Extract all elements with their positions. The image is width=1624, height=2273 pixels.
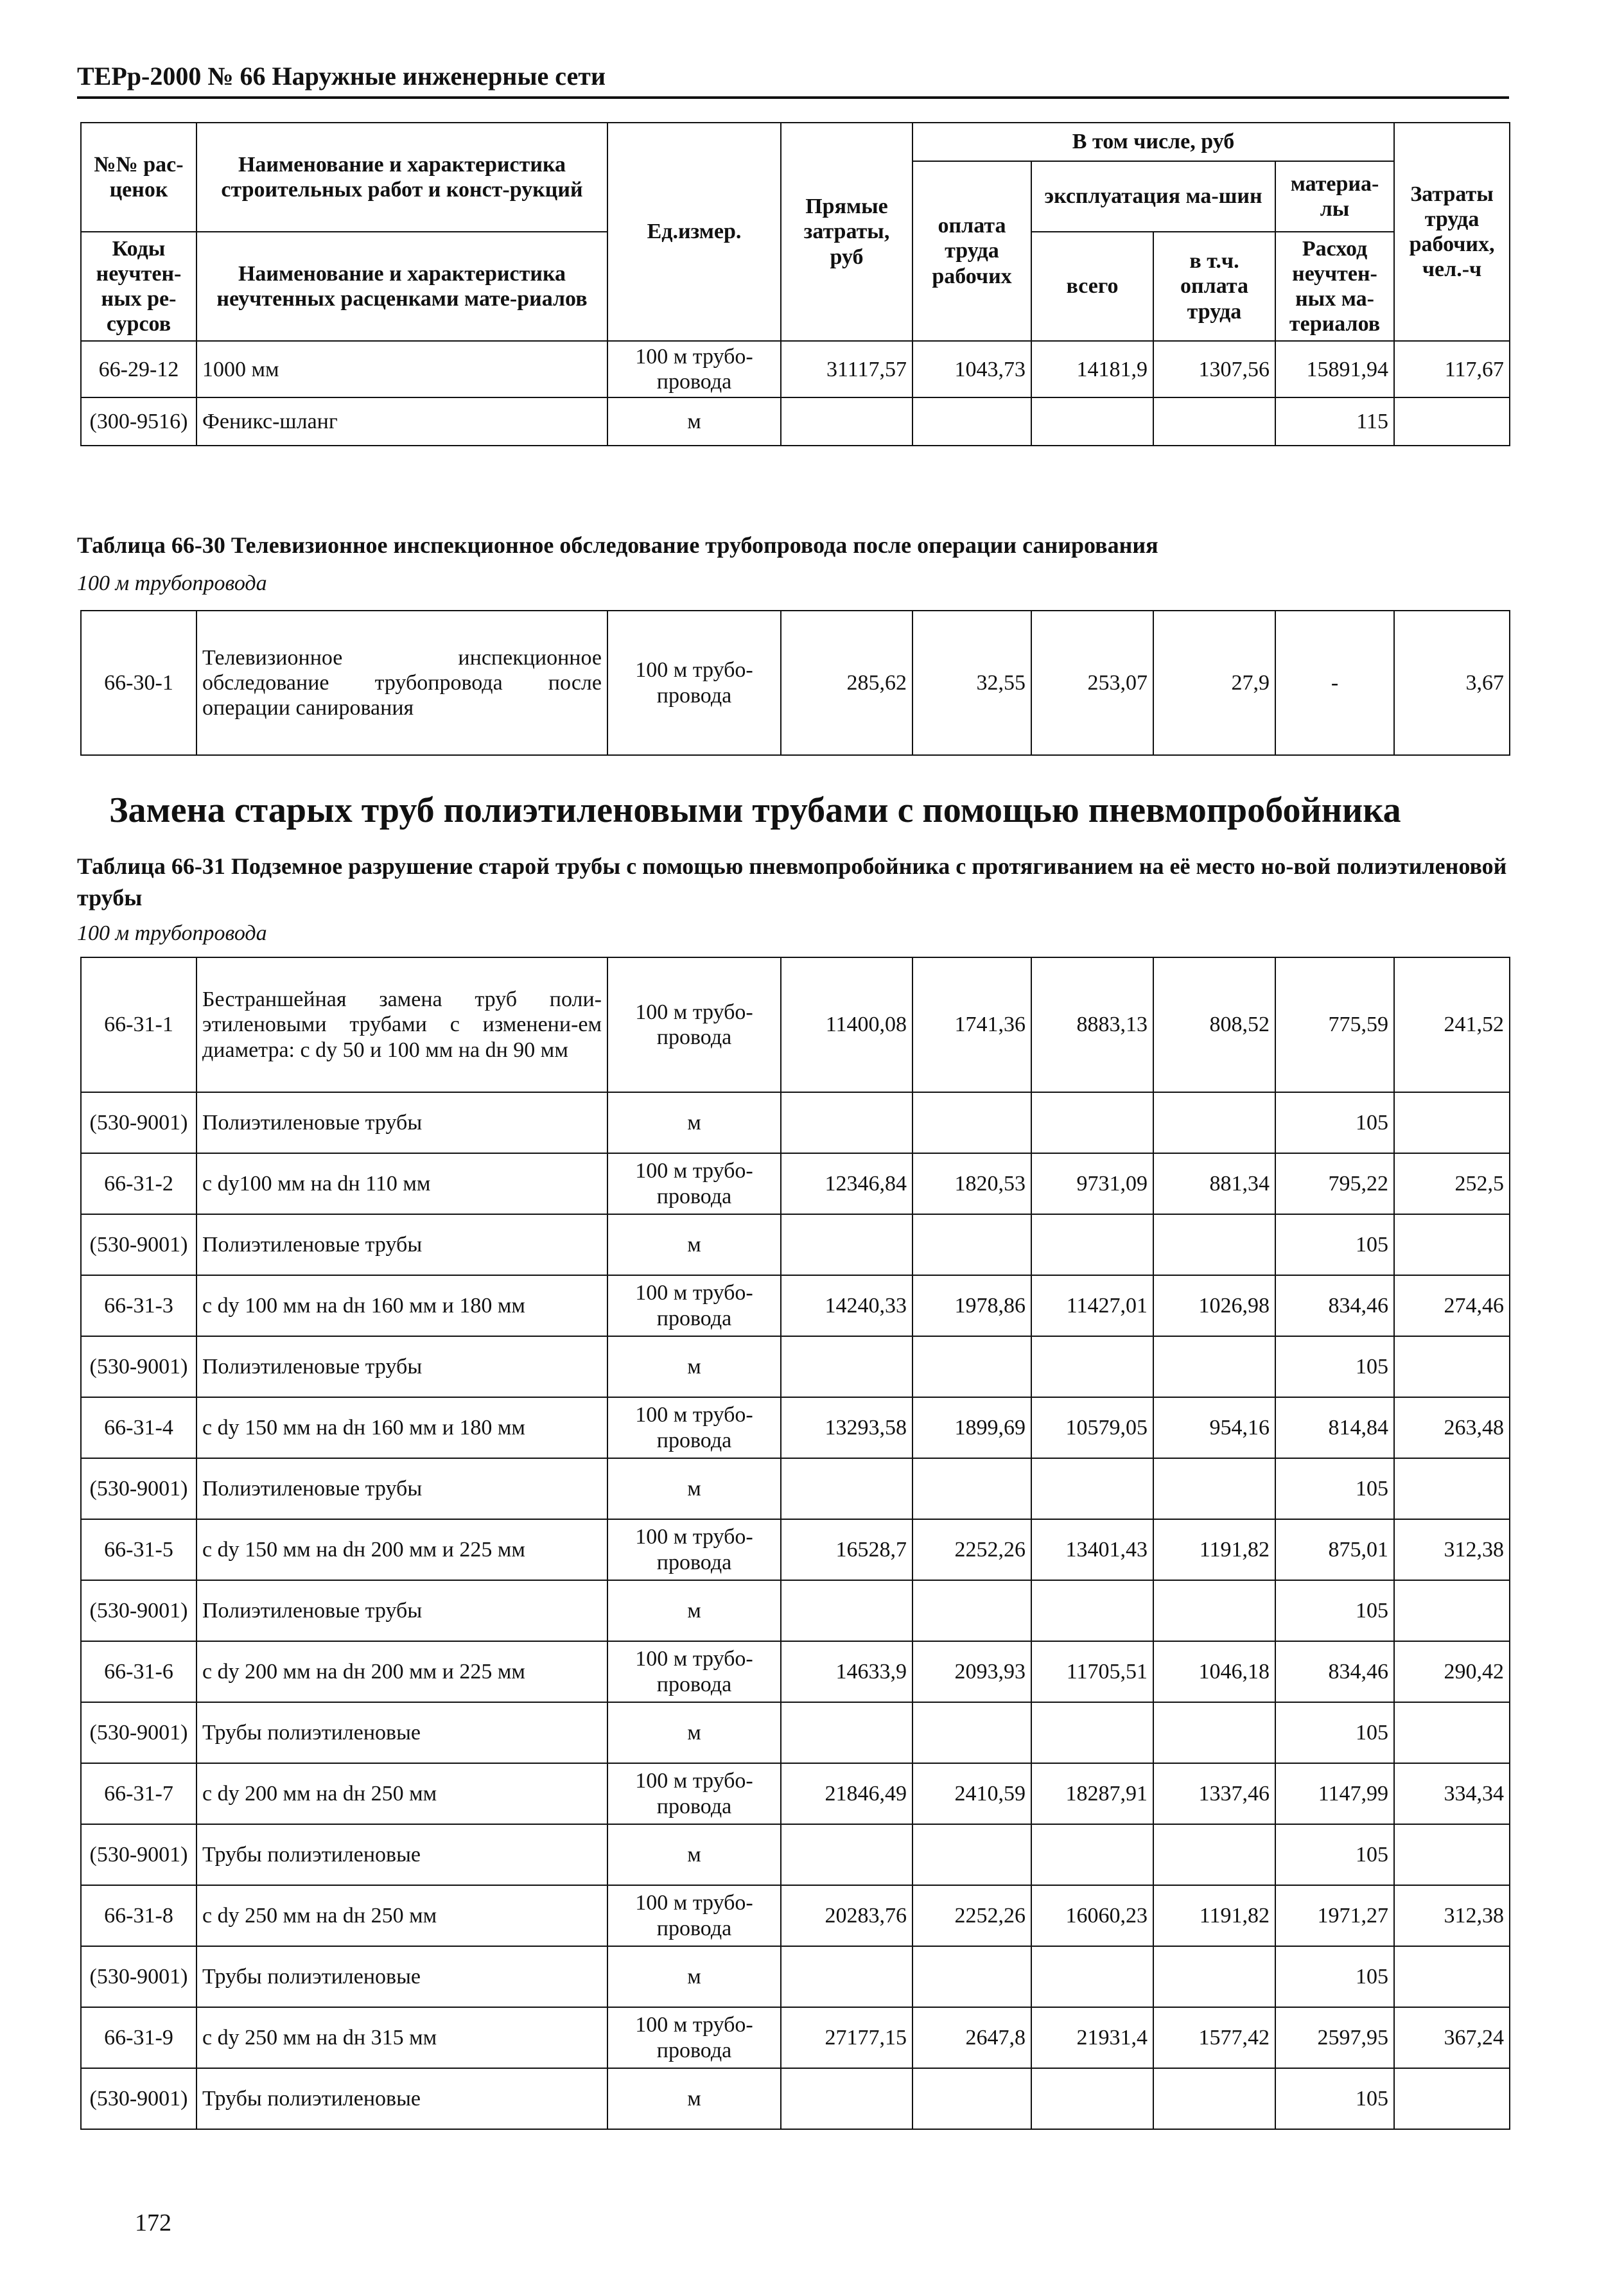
material-row xyxy=(81,1336,1510,1397)
empty-cell xyxy=(781,2068,912,2129)
empty-cell xyxy=(912,1458,1031,1519)
material-row xyxy=(81,1946,1510,2007)
rate-direct-cost: 14633,9 xyxy=(781,1641,912,1702)
empty-cell xyxy=(1394,2068,1510,2129)
rate-code: 66-31-1 xyxy=(81,957,196,1092)
material-row xyxy=(81,397,1510,446)
table-row xyxy=(81,1397,1510,1458)
material-consumption: 105 xyxy=(1275,1946,1394,2007)
material-unit: м xyxy=(607,1092,781,1153)
material-row xyxy=(81,1702,1510,1763)
material-consumption: 105 xyxy=(1275,1214,1394,1275)
material-code: (530-9001) xyxy=(81,1458,196,1519)
material-consumption: 105 xyxy=(1275,2068,1394,2129)
col-labor-cost-header: Затраты труда рабочих, чел.-ч xyxy=(1394,123,1510,341)
rate-code: 66-30-1 xyxy=(81,611,196,755)
rate-materials: 875,01 xyxy=(1275,1519,1394,1580)
empty-cell xyxy=(1153,1458,1275,1519)
rate-name: с dy 150 мм на dн 160 мм и 180 мм xyxy=(196,1397,607,1458)
material-code: (530-9001) xyxy=(81,1092,196,1153)
rate-name: с dy 200 мм на dн 250 мм xyxy=(196,1763,607,1824)
rate-machinery-labor: 1191,82 xyxy=(1153,1885,1275,1946)
material-name: Трубы полиэтиленовые xyxy=(196,1946,607,2007)
rate-machinery-total: 18287,91 xyxy=(1031,1763,1153,1824)
rate-labor-pay: 2252,26 xyxy=(912,1519,1031,1580)
empty-cell xyxy=(1394,1214,1510,1275)
rate-materials: 15891,94 xyxy=(1275,341,1394,397)
material-row xyxy=(81,1214,1510,1275)
rate-labor-pay: 1899,69 xyxy=(912,1397,1031,1458)
rate-labor-hours: 334,34 xyxy=(1394,1763,1510,1824)
rate-machinery-total: 21931,4 xyxy=(1031,2007,1153,2068)
empty-cell xyxy=(1153,1824,1275,1885)
empty-cell xyxy=(912,1214,1031,1275)
empty-cell xyxy=(1031,1580,1153,1641)
rate-code: 66-31-5 xyxy=(81,1519,196,1580)
material-unit: м xyxy=(607,1702,781,1763)
empty-cell xyxy=(1031,1214,1153,1275)
rate-labor-pay: 1043,73 xyxy=(912,341,1031,397)
rate-unit: 100 м трубо-провода xyxy=(607,1885,781,1946)
rate-unit: 100 м трубо-провода xyxy=(607,1641,781,1702)
header-rule xyxy=(77,96,1509,99)
rate-materials: 1971,27 xyxy=(1275,1885,1394,1946)
table-30-caption: Таблица 66-30 Телевизионное инспекционное обследование трубопровода после операции санирования xyxy=(77,532,1158,558)
rate-code: 66-31-7 xyxy=(81,1763,196,1824)
empty-cell xyxy=(1031,1946,1153,2007)
rate-name: Бестраншейная замена труб поли-этиленовыми трубами с изменени-ем диаметра: с dy 50 и 100 мм на dн 90 мм xyxy=(196,957,607,1092)
empty-cell xyxy=(781,1092,912,1153)
material-name: Полиэтиленовые трубы xyxy=(196,1336,607,1397)
rate-labor-pay: 1820,53 xyxy=(912,1153,1031,1214)
material-code: (530-9001) xyxy=(81,2068,196,2129)
table-66-31 xyxy=(80,957,1510,2130)
rate-machinery-total: 8883,13 xyxy=(1031,957,1153,1092)
empty-cell xyxy=(781,1580,912,1641)
material-name: Полиэтиленовые трубы xyxy=(196,1458,607,1519)
empty-cell xyxy=(1394,1092,1510,1153)
rate-name: с dy 250 мм на dн 315 мм xyxy=(196,2007,607,2068)
empty-cell xyxy=(781,1214,912,1275)
material-row xyxy=(81,1824,1510,1885)
rate-labor-hours: 3,67 xyxy=(1394,611,1510,755)
rates-header-table xyxy=(80,122,1510,446)
table-row xyxy=(81,1275,1510,1336)
rate-code: 66-31-2 xyxy=(81,1153,196,1214)
material-code: (530-9001) xyxy=(81,1702,196,1763)
rate-unit: 100 м трубо-провода xyxy=(607,1763,781,1824)
material-unit: м xyxy=(607,1580,781,1641)
rate-name: с dy 150 мм на dн 200 мм и 225 мм xyxy=(196,1519,607,1580)
material-code: (530-9001) xyxy=(81,1946,196,2007)
rate-name: с dy100 мм на dн 110 мм xyxy=(196,1153,607,1214)
rate-machinery-labor: 881,34 xyxy=(1153,1153,1275,1214)
material-row xyxy=(81,1580,1510,1641)
empty-cell xyxy=(1031,1336,1153,1397)
rate-unit: 100 м трубо-провода xyxy=(607,2007,781,2068)
material-consumption: 105 xyxy=(1275,1458,1394,1519)
table-row xyxy=(81,341,1510,397)
rate-labor-pay: 2093,93 xyxy=(912,1641,1031,1702)
table-31-unit-caption: 100 м трубопровода xyxy=(77,921,267,945)
material-name: Полиэтиленовые трубы xyxy=(196,1092,607,1153)
empty-cell xyxy=(1394,1702,1510,1763)
rate-machinery-total: 14181,9 xyxy=(1031,341,1153,397)
table-31-caption: Таблица 66-31 Подземное разрушение старой трубы с помощью пневмопробойника с протягиванием на её место но-вой полиэтиленовой трубы xyxy=(77,853,1507,910)
rate-unit: 100 м трубо-провода xyxy=(607,957,781,1092)
material-row xyxy=(81,1458,1510,1519)
material-name: Феникс-шланг xyxy=(196,397,607,446)
rate-direct-cost: 21846,49 xyxy=(781,1763,912,1824)
rate-labor-hours: 263,48 xyxy=(1394,1397,1510,1458)
col-unit-header: Ед.измер. xyxy=(607,123,781,341)
material-code: (530-9001) xyxy=(81,1824,196,1885)
rate-unit: 100 м трубо-провода xyxy=(607,341,781,397)
empty-cell xyxy=(781,1336,912,1397)
rate-machinery-labor: 27,9 xyxy=(1153,611,1275,755)
rate-materials: 1147,99 xyxy=(1275,1763,1394,1824)
rate-code: 66-31-4 xyxy=(81,1397,196,1458)
col-machinery-header: эксплуатация ма-шин xyxy=(1031,161,1275,232)
material-name: Полиэтиленовые трубы xyxy=(196,1214,607,1275)
table-row xyxy=(81,1519,1510,1580)
rate-name: с dy 250 мм на dн 250 мм xyxy=(196,1885,607,1946)
material-consumption: 105 xyxy=(1275,1702,1394,1763)
empty-cell xyxy=(1394,1336,1510,1397)
empty-cell xyxy=(912,1580,1031,1641)
empty-cell xyxy=(1394,1458,1510,1519)
empty-cell xyxy=(781,1702,912,1763)
rate-name: 1000 мм xyxy=(196,341,607,397)
empty-cell xyxy=(912,1702,1031,1763)
col-codes-header: Коды неучтен-ных ре-сурсов xyxy=(81,232,196,341)
rate-unit: 100 м трубо-провода xyxy=(607,1519,781,1580)
rate-labor-pay: 32,55 xyxy=(912,611,1031,755)
rate-labor-pay: 1978,86 xyxy=(912,1275,1031,1336)
material-unit: м xyxy=(607,1336,781,1397)
material-unit: м xyxy=(607,2068,781,2129)
rate-machinery-total: 11705,51 xyxy=(1031,1641,1153,1702)
rate-machinery-labor: 808,52 xyxy=(1153,957,1275,1092)
rate-name: с dy 200 мм на dн 200 мм и 225 мм xyxy=(196,1641,607,1702)
material-name: Трубы полиэтиленовые xyxy=(196,1702,607,1763)
rate-code: 66-31-3 xyxy=(81,1275,196,1336)
empty-cell xyxy=(1031,1092,1153,1153)
material-code: (530-9001) xyxy=(81,1580,196,1641)
rate-labor-hours: 252,5 xyxy=(1394,1153,1510,1214)
material-consumption: 105 xyxy=(1275,1580,1394,1641)
empty-cell xyxy=(912,1824,1031,1885)
rate-name: Телевизионное инспекционное обследование трубопровода после операции санирования xyxy=(196,611,607,755)
rate-direct-cost: 31117,57 xyxy=(781,341,912,397)
material-name: Трубы полиэтиленовые xyxy=(196,1824,607,1885)
material-consumption: 105 xyxy=(1275,1336,1394,1397)
rate-labor-pay: 2647,8 xyxy=(912,2007,1031,2068)
col-name-header: Наименование и характеристика строительных работ и конст-рукций xyxy=(196,123,607,232)
rate-machinery-total: 11427,01 xyxy=(1031,1275,1153,1336)
rate-code: 66-31-9 xyxy=(81,2007,196,2068)
empty-cell xyxy=(1031,1458,1153,1519)
col-including-header: В том числе, руб xyxy=(912,123,1394,161)
material-code: (530-9001) xyxy=(81,1336,196,1397)
rate-labor-hours: 290,42 xyxy=(1394,1641,1510,1702)
material-row xyxy=(81,2068,1510,2129)
empty-cell xyxy=(912,1336,1031,1397)
empty-cell xyxy=(1153,1580,1275,1641)
material-unit: м xyxy=(607,1214,781,1275)
rate-materials: 814,84 xyxy=(1275,1397,1394,1458)
table-30-unit-caption: 100 м трубопровода xyxy=(77,571,267,595)
empty-cell xyxy=(912,1092,1031,1153)
empty-cell xyxy=(912,2068,1031,2129)
rate-direct-cost: 11400,08 xyxy=(781,957,912,1092)
rate-materials: - xyxy=(1275,611,1394,755)
rate-materials: 834,46 xyxy=(1275,1641,1394,1702)
rate-labor-hours: 274,46 xyxy=(1394,1275,1510,1336)
rate-machinery-total: 253,07 xyxy=(1031,611,1153,755)
col-materials-header: материа-лы xyxy=(1275,161,1394,232)
rate-machinery-labor: 1337,46 xyxy=(1153,1763,1275,1824)
empty-cell xyxy=(781,1824,912,1885)
material-name: Трубы полиэтиленовые xyxy=(196,2068,607,2129)
table-row xyxy=(81,611,1510,755)
rate-code: 66-31-6 xyxy=(81,1641,196,1702)
col-labor-pay-header: оплата труда рабочих xyxy=(912,161,1031,341)
empty-cell xyxy=(1153,1214,1275,1275)
material-code: (300-9516) xyxy=(81,397,196,446)
col-name-materials-header: Наименование и характеристика неучтенных расценками мате-риалов xyxy=(196,232,607,341)
empty-cell xyxy=(1031,1702,1153,1763)
rate-unit: 100 м трубо-провода xyxy=(607,611,781,755)
material-unit: м xyxy=(607,1824,781,1885)
rate-direct-cost: 16528,7 xyxy=(781,1519,912,1580)
material-row xyxy=(81,1092,1510,1153)
material-consumption: 115 xyxy=(1275,397,1394,446)
empty-cell xyxy=(1394,1580,1510,1641)
rate-code: 66-31-8 xyxy=(81,1885,196,1946)
page-number: 172 xyxy=(135,2209,171,2236)
rate-code: 66-29-12 xyxy=(81,341,196,397)
rate-unit: 100 м трубо-провода xyxy=(607,1153,781,1214)
rate-name: с dy 100 мм на dн 160 мм и 180 мм xyxy=(196,1275,607,1336)
material-unit: м xyxy=(607,397,781,446)
rate-materials: 2597,95 xyxy=(1275,2007,1394,2068)
rate-labor-pay: 2410,59 xyxy=(912,1763,1031,1824)
empty-cell xyxy=(1153,1702,1275,1763)
empty-cell xyxy=(1031,2068,1153,2129)
material-name: Полиэтиленовые трубы xyxy=(196,1580,607,1641)
rate-unit: 100 м трубо-провода xyxy=(607,1397,781,1458)
empty-cell xyxy=(1394,1824,1510,1885)
rate-direct-cost: 13293,58 xyxy=(781,1397,912,1458)
rate-labor-hours: 312,38 xyxy=(1394,1519,1510,1580)
rate-labor-hours: 367,24 xyxy=(1394,2007,1510,2068)
empty-cell xyxy=(1153,1092,1275,1153)
rate-direct-cost: 14240,33 xyxy=(781,1275,912,1336)
table-row xyxy=(81,1763,1510,1824)
table-66-30 xyxy=(80,610,1510,756)
rate-labor-hours: 117,67 xyxy=(1394,341,1510,397)
rate-machinery-labor: 1307,56 xyxy=(1153,341,1275,397)
material-unit: м xyxy=(607,1458,781,1519)
rate-machinery-labor: 1577,42 xyxy=(1153,2007,1275,2068)
empty-cell xyxy=(1394,1946,1510,2007)
material-consumption: 105 xyxy=(1275,1824,1394,1885)
rate-labor-hours: 241,52 xyxy=(1394,957,1510,1092)
rate-machinery-total: 16060,23 xyxy=(1031,1885,1153,1946)
empty-cell xyxy=(781,1458,912,1519)
rate-direct-cost: 20283,76 xyxy=(781,1885,912,1946)
rate-machinery-total: 9731,09 xyxy=(1031,1153,1153,1214)
section-heading: Замена старых труб полиэтиленовыми трубами с помощью пневмопробойника xyxy=(109,790,1401,830)
table-row xyxy=(81,957,1510,1092)
material-code: (530-9001) xyxy=(81,1214,196,1275)
material-unit: м xyxy=(607,1946,781,2007)
rate-labor-hours: 312,38 xyxy=(1394,1885,1510,1946)
rate-direct-cost: 27177,15 xyxy=(781,2007,912,2068)
col-rate-no-header: №№ рас-ценок xyxy=(81,123,196,232)
rate-machinery-total: 13401,43 xyxy=(1031,1519,1153,1580)
col-machinery-labor-header: в т.ч. оплата труда xyxy=(1153,232,1275,341)
material-consumption: 105 xyxy=(1275,1092,1394,1153)
empty-cell xyxy=(912,1946,1031,2007)
rate-direct-cost: 285,62 xyxy=(781,611,912,755)
rate-machinery-total: 10579,05 xyxy=(1031,1397,1153,1458)
empty-cell xyxy=(1153,1336,1275,1397)
col-materials-uncounted-header: Расход неучтен-ных ма-териалов xyxy=(1275,232,1394,341)
rate-labor-pay: 2252,26 xyxy=(912,1885,1031,1946)
rate-materials: 834,46 xyxy=(1275,1275,1394,1336)
empty-cell xyxy=(1153,1946,1275,2007)
rate-materials: 775,59 xyxy=(1275,957,1394,1092)
rate-machinery-labor: 954,16 xyxy=(1153,1397,1275,1458)
running-header: ТЕРр-2000 № 66 Наружные инженерные сети xyxy=(77,62,606,91)
rate-labor-pay: 1741,36 xyxy=(912,957,1031,1092)
rate-direct-cost: 12346,84 xyxy=(781,1153,912,1214)
table-row xyxy=(81,2007,1510,2068)
rate-machinery-labor: 1191,82 xyxy=(1153,1519,1275,1580)
rate-materials: 795,22 xyxy=(1275,1153,1394,1214)
table-row xyxy=(81,1153,1510,1214)
rate-machinery-labor: 1046,18 xyxy=(1153,1641,1275,1702)
col-direct-header: Прямые затраты, руб xyxy=(781,123,912,341)
col-machinery-total-header: всего xyxy=(1031,232,1153,341)
rate-machinery-labor: 1026,98 xyxy=(1153,1275,1275,1336)
table-row xyxy=(81,1641,1510,1702)
table-row xyxy=(81,1885,1510,1946)
empty-cell xyxy=(1153,2068,1275,2129)
empty-cell xyxy=(1031,1824,1153,1885)
rate-unit: 100 м трубо-провода xyxy=(607,1275,781,1336)
empty-cell xyxy=(781,1946,912,2007)
